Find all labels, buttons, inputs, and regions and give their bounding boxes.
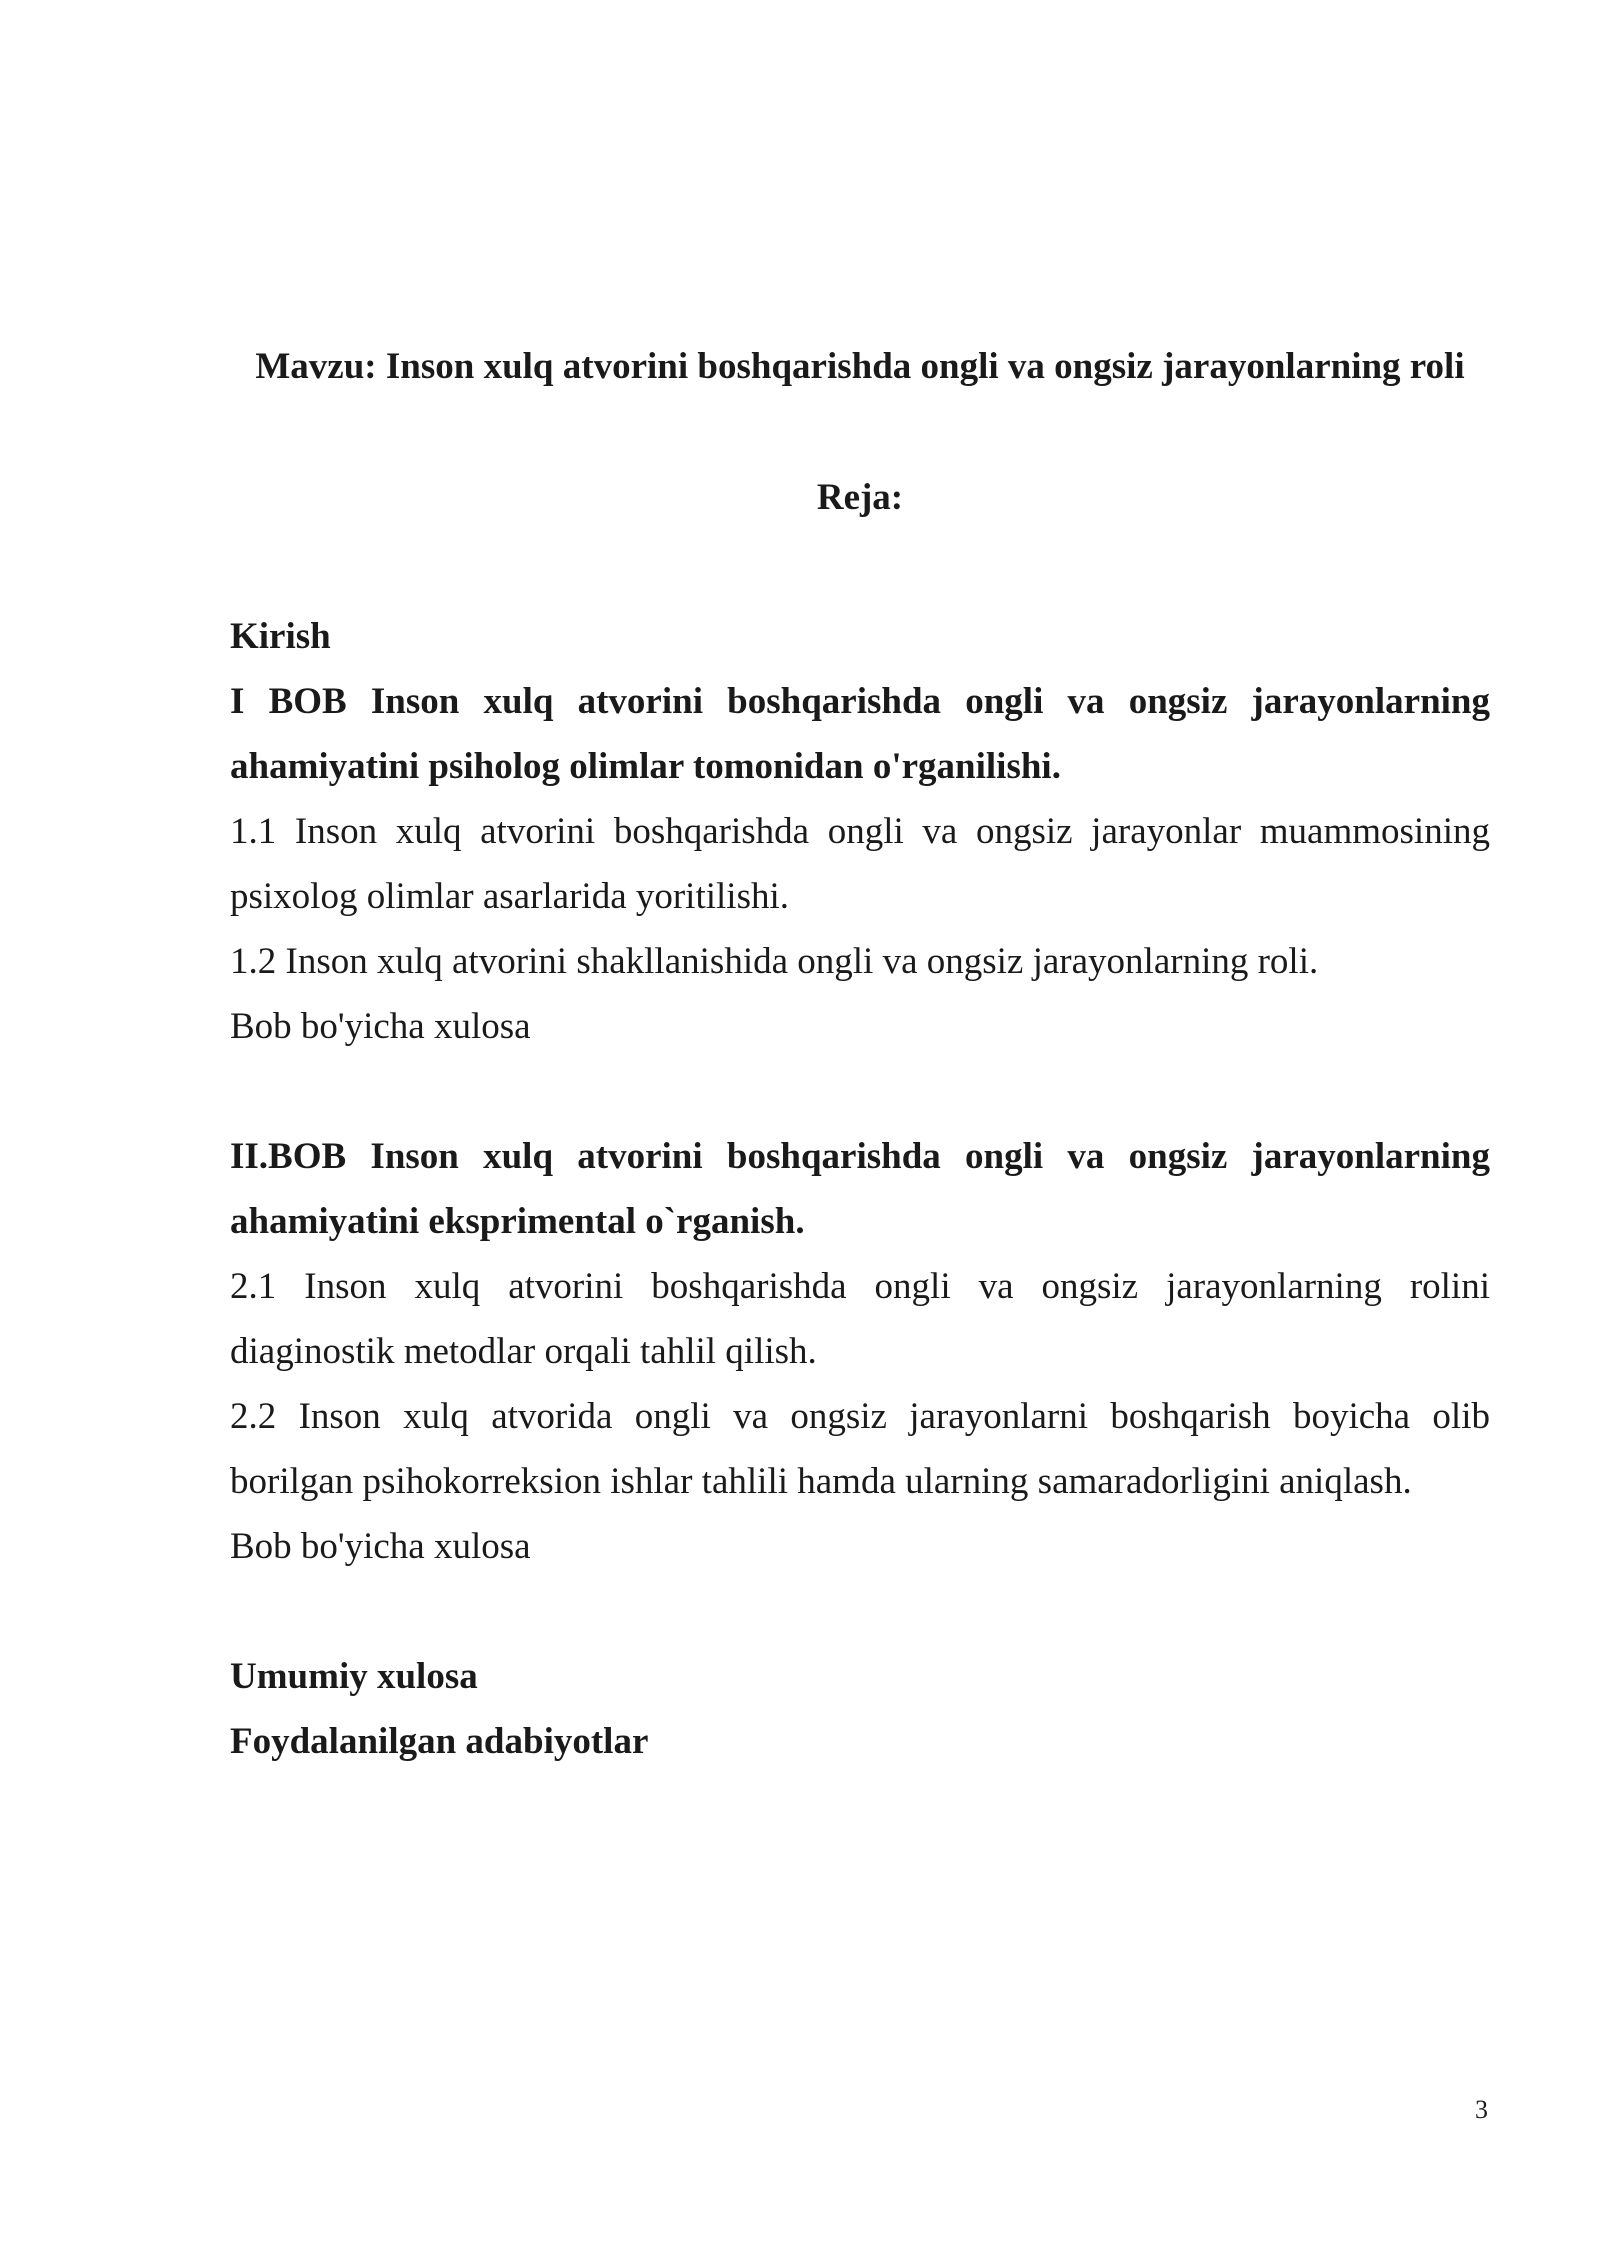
toc-section-2-1: 2.1 Inson xulq atvorini boshqarishda ongli va ongsiz jarayonlarning rolini diaginostik metodlar orqali tahlil qilish. <box>230 1266 1490 1372</box>
document-title: Mavzu: Inson xulq atvorini boshqarishda ongli va ongsiz jarayonlarning roli <box>255 346 1465 387</box>
toc-chapter-1-conclusion: Bob bo'yicha xulosa <box>230 1006 531 1047</box>
spacer <box>230 1059 1490 1124</box>
toc-chapter-1: I BOB Inson xulq atvorini boshqarishda ongli va ongsiz jarayonlarning ahamiyatini psiholog olimlar tomonidan o'rganilishi. <box>230 681 1490 787</box>
page-number: 3 <box>1475 2095 1488 2124</box>
plan-heading: Reja: <box>816 477 904 518</box>
toc-section-1-1: 1.1 Inson xulq atvorini boshqarishda ongli va ongsiz jarayonlar muammosining psixolog olimlar asarlarida yoritilishi. <box>230 811 1490 917</box>
toc-references: Foydalanilgan adabiyotlar <box>230 1721 649 1762</box>
toc-chapter-2-conclusion: Bob bo'yicha xulosa <box>230 1526 531 1567</box>
table-of-contents <box>230 604 1490 1774</box>
toc-section-2-2: 2.2 Inson xulq atvorida ongli va ongsiz jarayonlarni boshqarish boyicha olib borilgan psihokorreksion ishlar tahlili hamda ularning samaradorligini aniqlash. <box>230 1396 1490 1502</box>
toc-general-conclusion: Umumiy xulosa <box>230 1656 478 1697</box>
toc-chapter-2: II.BOB Inson xulq atvorini boshqarishda ongli va ongsiz jarayonlarning ahamiyatini eksprimental o`rganish. <box>230 1136 1490 1242</box>
toc-section-1-2: 1.2 Inson xulq atvorini shakllanishida ongli va ongsiz jarayonlarning roli. <box>230 941 1319 982</box>
spacer <box>230 1579 1490 1644</box>
toc-intro: Kirish <box>230 616 331 657</box>
